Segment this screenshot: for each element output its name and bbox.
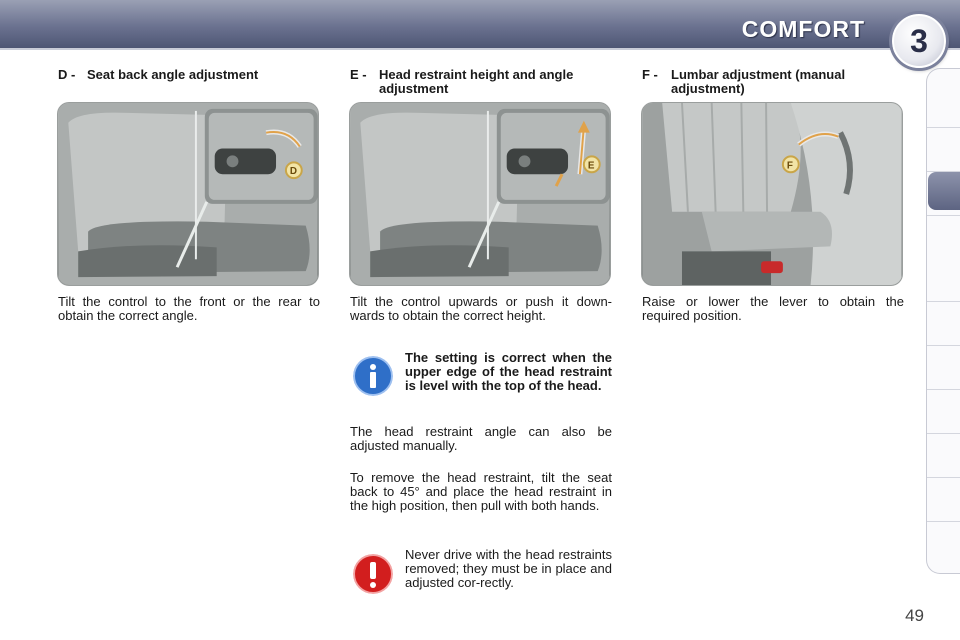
warning-icon (353, 554, 393, 594)
head-restraint-figure (349, 102, 611, 286)
section-d-body: Tilt the control to the front or the rear to obtain the correct angle. (58, 294, 320, 323)
tab-divider (927, 301, 960, 302)
section-d-letter: D - (58, 67, 76, 82)
seat-illustration-f (642, 103, 902, 285)
section-f-title: Lumbar adjustment (manual adjustment) (671, 67, 846, 96)
tab-divider (927, 521, 960, 522)
chapter-number-badge: 3 (892, 14, 946, 68)
tab-divider (927, 389, 960, 390)
figure-e-callout: E (587, 160, 595, 172)
info-note: The setting is correct when the upper edge of the head restraint is level with the top of the head. (405, 350, 612, 393)
section-e-body: Tilt the control upwards or push it down-wards to obtain the correct height. (350, 294, 612, 323)
chapter-tab-active[interactable] (928, 172, 960, 210)
figure-d-callout: D (289, 166, 298, 178)
lumbar-figure (641, 102, 903, 286)
section-f-body: Raise or lower the lever to obtain the required position. (642, 294, 904, 323)
tab-divider (927, 433, 960, 434)
section-f-letter: F - (642, 67, 658, 82)
seat-back-figure (57, 102, 319, 286)
tab-divider (927, 345, 960, 346)
section-e-letter: E - (350, 67, 367, 82)
tab-divider (927, 477, 960, 478)
head-restraint-angle-text: The head restraint angle can also be adjusted manually. (350, 424, 612, 453)
seat-illustration-d (58, 103, 318, 285)
page-number: 49 (905, 606, 924, 625)
section-e-title: Head restraint height and angle adjustment (379, 67, 574, 96)
section-d-title: Seat back angle adjustment (87, 67, 259, 82)
warning-note: Never drive with the head restraints removed; they must be in place and adjusted cor-rectly. (405, 547, 612, 590)
seat-illustration-e (350, 103, 610, 285)
info-icon (353, 356, 393, 396)
tab-divider (927, 215, 960, 216)
figure-f-callout: F (786, 160, 793, 172)
chapter-title: COMFORT (741, 16, 865, 42)
chapter-tab-strip (926, 68, 960, 574)
head-restraint-removal-text: To remove the head restraint, tilt the seat back to 45° and place the head restraint in the high position, then pull with both hands. (350, 470, 612, 513)
tab-divider (927, 127, 960, 128)
